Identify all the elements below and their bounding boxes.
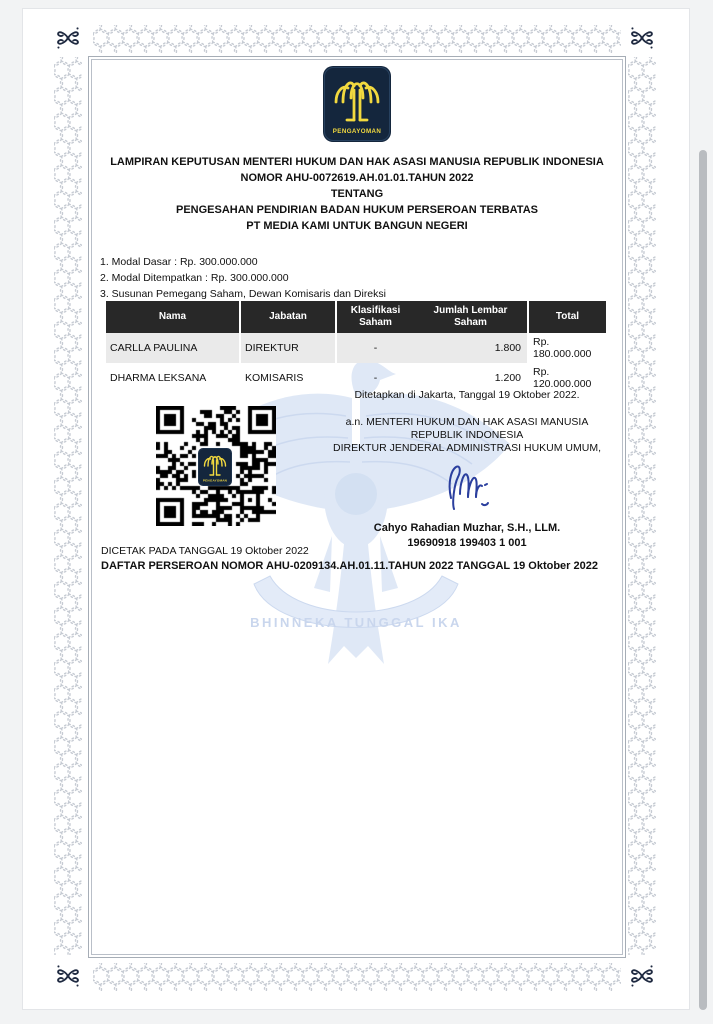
title-line: PENGESAHAN PENDIRIAN BADAN HUKUM PERSEROAN TERBATAS bbox=[175, 204, 538, 216]
column-header: Total bbox=[529, 301, 606, 333]
printed-date-line: DICETAK PADA TANGGAL 19 Oktober 2022 bbox=[101, 545, 309, 557]
cell-position: DIREKTUR bbox=[241, 333, 337, 363]
document-title bbox=[88, 154, 626, 234]
scrollbar-thumb[interactable] bbox=[699, 150, 707, 1010]
qr-code-block bbox=[156, 406, 276, 526]
cell-share-class: - bbox=[337, 333, 414, 363]
list-item: 1. Modal Dasar : Rp. 300.000.000 bbox=[100, 256, 258, 268]
column-header: Nama bbox=[106, 301, 241, 333]
capital-list bbox=[100, 254, 386, 302]
signatory-name: Cahyo Rahadian Muzhar, S.H., LLM. bbox=[373, 522, 561, 534]
handwritten-signature bbox=[441, 458, 493, 514]
column-header: Jumlah Lembar Saham bbox=[414, 301, 529, 333]
company-register-line: DAFTAR PERSEROAN NOMOR AHU-0209134.AH.01.11.TAHUN 2022 TANGGAL 19 Oktober 2022 bbox=[101, 560, 598, 572]
ministry-logo bbox=[323, 66, 391, 142]
signature-block bbox=[302, 389, 632, 551]
shareholders-table bbox=[106, 301, 606, 393]
column-header: Klasifikasi Saham bbox=[337, 301, 414, 333]
cell-total: Rp. 180.000.000 bbox=[529, 333, 606, 363]
cell-total: Rp. 120.000.000 bbox=[533, 366, 592, 390]
title-line: PT MEDIA KAMI UNTUK BANGUN NEGERI bbox=[246, 220, 468, 232]
cell-position: KOMISARIS bbox=[241, 363, 337, 393]
cell-share-count: 1.200 bbox=[414, 363, 529, 393]
title-line: LAMPIRAN KEPUTUSAN MENTERI HUKUM DAN HAK ASASI MANUSIA REPUBLIK INDONESIA bbox=[110, 156, 604, 168]
list-item: 2. Modal Ditempatkan : Rp. 300.000.000 bbox=[100, 272, 289, 284]
column-header: Jabatan bbox=[241, 301, 337, 333]
on-behalf-line: REPUBLIK INDONESIA bbox=[410, 429, 524, 441]
watermark-banner-text: BHINNEKA TUNGGAL IKA bbox=[250, 615, 462, 630]
title-line: NOMOR AHU-0072619.AH.01.01.TAHUN 2022 bbox=[240, 172, 474, 184]
table-header-row bbox=[106, 301, 606, 333]
on-behalf-line: a.n. MENTERI HUKUM DAN HAK ASASI MANUSIA bbox=[345, 416, 589, 428]
on-behalf-line: DIREKTUR JENDERAL ADMINISTRASI HUKUM UMUM, bbox=[333, 442, 601, 454]
title-line: TENTANG bbox=[330, 188, 384, 200]
cell-name: DHARMA LEKSANA bbox=[106, 363, 241, 393]
cell-name: CARLLA PAULINA bbox=[106, 333, 241, 363]
qr-center-logo bbox=[198, 448, 232, 486]
document-page bbox=[22, 8, 690, 1010]
list-item: 3. Susunan Pemegang Saham, Dewan Komisaris dan Direksi bbox=[100, 288, 386, 300]
table-row bbox=[106, 333, 606, 363]
signatory-nip: 19690918 199403 1 001 bbox=[407, 537, 527, 549]
cell-share-count: 1.800 bbox=[414, 333, 529, 363]
cell-share-class: - bbox=[373, 372, 378, 384]
enactment-line: Ditetapkan di Jakarta, Tanggal 19 Oktober 2022. bbox=[354, 389, 580, 401]
